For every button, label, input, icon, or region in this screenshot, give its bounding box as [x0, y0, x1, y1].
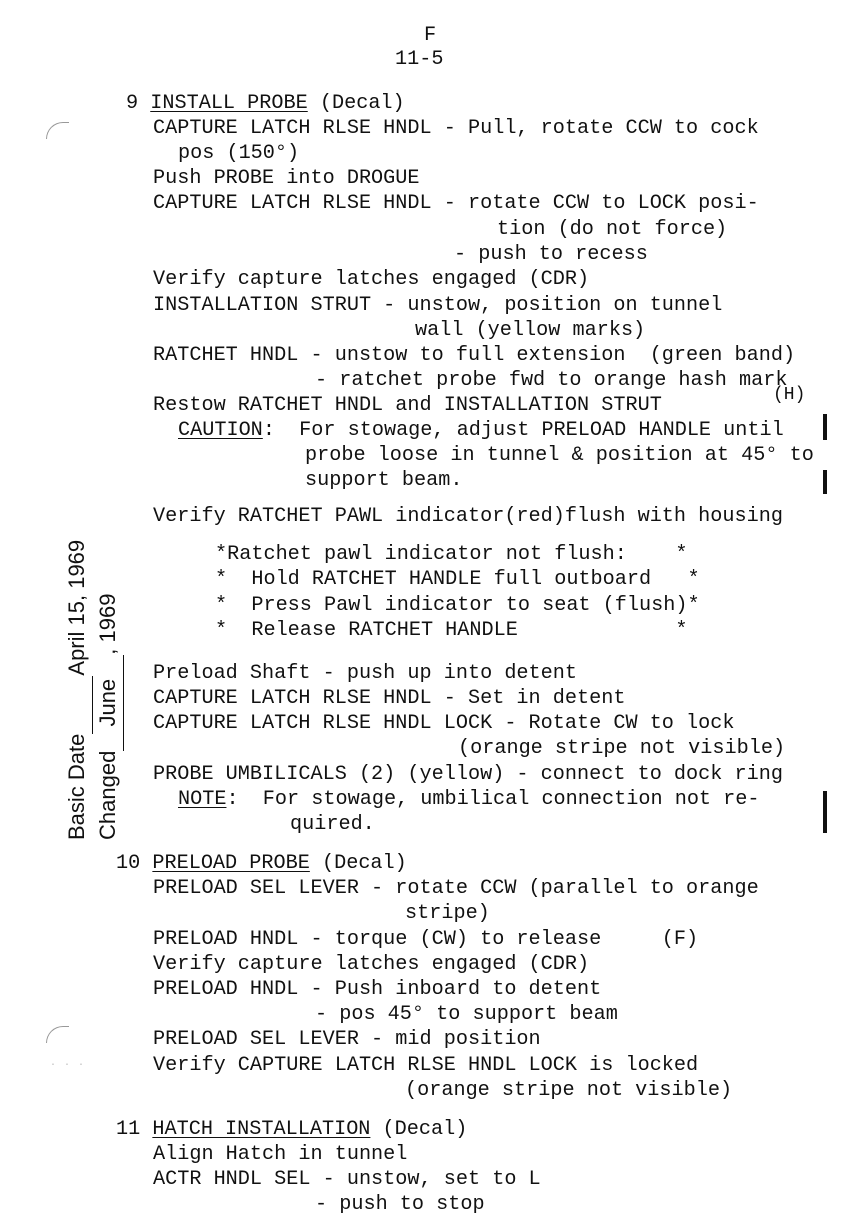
change-bar: [823, 470, 827, 494]
procedure-line: (orange stripe not visible): [458, 737, 786, 760]
change-bar: [823, 791, 827, 833]
note-label: NOTE: [178, 788, 227, 811]
procedure-line: PRELOAD HNDL - Push inboard to detent: [153, 978, 602, 1001]
note-box-line: * Release RATCHET HANDLE *: [215, 619, 688, 642]
procedure-line: CAPTURE LATCH RLSE HNDL LOCK - Rotate CW to lock: [153, 712, 735, 735]
caution-line: CAUTION: For stowage, adjust PRELOAD HANDLE until: [178, 419, 784, 442]
date-margin: [62, 540, 124, 840]
note-line: quired.: [290, 813, 375, 836]
procedure-line: stripe): [405, 902, 490, 925]
procedure-line: - pos 45° to support beam: [315, 1003, 618, 1026]
procedure-line: (orange stripe not visible): [405, 1079, 733, 1102]
procedure-line: Preload Shaft - push up into detent: [153, 662, 578, 685]
step-number: 11: [116, 1118, 141, 1141]
procedure-line: Push PROBE into DROGUE: [153, 167, 420, 190]
step-title: PRELOAD PROBE: [152, 852, 310, 875]
procedure-line: PRELOAD SEL LEVER - rotate CCW (parallel to orange: [153, 877, 759, 900]
change-mark-h: (H): [773, 385, 806, 405]
note-box-line: *Ratchet pawl indicator not flush: *: [215, 543, 688, 566]
procedure-line: - push to recess: [454, 243, 648, 266]
step-9-heading: [126, 92, 405, 116]
binder-hole-mark: [46, 122, 69, 139]
note-box-line: * Hold RATCHET HANDLE full outboard *: [215, 568, 700, 591]
procedure-line: pos (150°): [178, 142, 300, 165]
procedure-line: CAPTURE LATCH RLSE HNDL - Pull, rotate CCW to cock: [153, 117, 759, 140]
procedure-line: - ratchet probe fwd to orange hash mark: [315, 369, 788, 392]
procedure-line: Verify capture latches engaged (CDR): [153, 953, 590, 976]
procedure-line: Verify capture latches engaged (CDR): [153, 268, 590, 291]
procedure-line: CAPTURE LATCH RLSE HNDL - Set in detent: [153, 687, 626, 710]
step-title: INSTALL PROBE: [150, 92, 308, 115]
procedure-line: Restow RATCHET HNDL and INSTALLATION STRUT: [153, 394, 662, 417]
procedure-line: PROBE UMBILICALS (2) (yellow) - connect to dock ring: [153, 763, 783, 786]
step-suffix: (Decal): [370, 1118, 468, 1141]
binder-dots: · · ·: [50, 1060, 86, 1071]
procedure-line: tion (do not force): [497, 218, 728, 241]
basic-date-value: April 15, 1969: [64, 539, 89, 676]
procedure-line: PRELOAD HNDL - torque (CW) to release (F): [153, 928, 699, 951]
note-box-line: * Press Pawl indicator to seat (flush)*: [215, 594, 700, 617]
basic-date-line: Basic Date April 15, 1969: [62, 540, 93, 840]
step-suffix: (Decal): [307, 92, 405, 115]
binder-hole-mark: [46, 1026, 69, 1043]
caution-line: support beam.: [305, 469, 463, 492]
caution-line: probe loose in tunnel & position at 45° to: [305, 444, 814, 467]
procedure-line: - push to stop: [315, 1193, 485, 1216]
procedure-line: INSTALLATION STRUT - unstow, position on tunnel: [153, 294, 723, 317]
procedure-line: PRELOAD SEL LEVER - mid position: [153, 1028, 541, 1051]
changed-date-value: June: [93, 655, 124, 751]
procedure-line: Align Hatch in tunnel: [153, 1143, 408, 1166]
changed-date-line: ChangedJune, 1969: [93, 540, 124, 840]
step-suffix: (Decal): [309, 852, 407, 875]
procedure-line: RATCHET HNDL - unstow to full extension (green band): [153, 344, 796, 367]
step-title: HATCH INSTALLATION: [152, 1118, 371, 1141]
procedure-line: Verify RATCHET PAWL indicator(red)flush with housing: [153, 505, 783, 528]
procedure-line: CAPTURE LATCH RLSE HNDL - rotate CCW to LOCK posi-: [153, 192, 759, 215]
procedure-line: wall (yellow marks): [415, 319, 646, 342]
caution-label: CAUTION: [178, 419, 263, 442]
procedure-line: ACTR HNDL SEL - unstow, set to L: [153, 1168, 541, 1191]
step-number: 9: [126, 92, 139, 115]
section-letter: F: [424, 24, 437, 47]
procedure-line: Verify CAPTURE LATCH RLSE HNDL LOCK is locked: [153, 1054, 699, 1077]
change-bar: [823, 414, 827, 440]
step-11-heading: [116, 1118, 467, 1142]
note-line: NOTE: For stowage, umbilical connection not re-: [178, 788, 760, 811]
step-number: 10: [116, 852, 141, 875]
step-10-heading: [116, 852, 407, 876]
page-number: 11-5: [395, 48, 444, 71]
